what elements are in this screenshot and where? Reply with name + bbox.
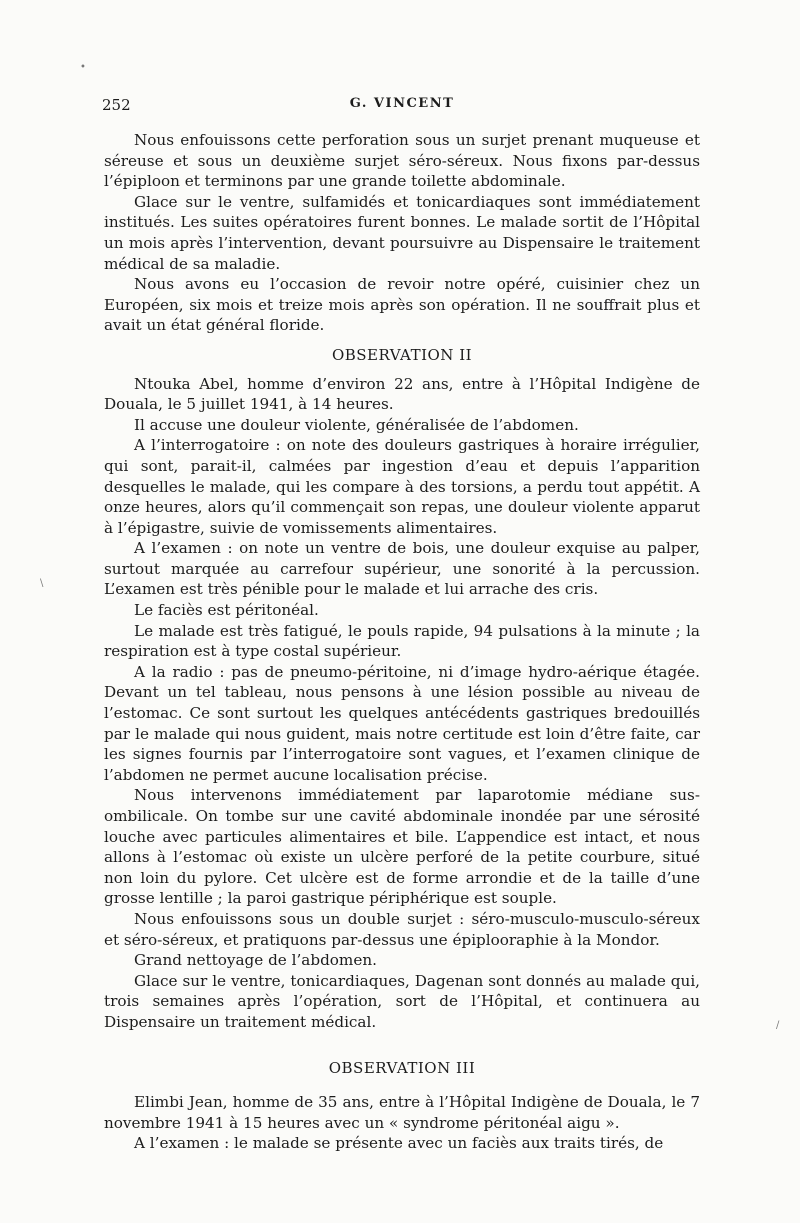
paragraph: Glace sur le ventre, sulfamidés et tonicardiaques sont immédiatement institués. Les suites opératoires furent bonnes. Le malade sortit de l’Hôpital un mois après l’intervention, devant poursuivre au Dispensaire le traitement médical de sa maladie. [104, 192, 700, 273]
page-body [104, 130, 700, 1154]
section-heading-observation-3: OBSERVATION III [328, 1058, 476, 1077]
paragraph: Nous avons eu l’occasion de revoir notre opéré, cuisinier chez un Européen, six mois et treize mois après son opération. Il ne souffrait plus et avait un état général floride. [104, 275, 700, 335]
paragraph: A l’examen : le malade se présente avec un faciès aux traits tirés, de [134, 1134, 664, 1153]
paragraph: Nous enfouissons sous un double surjet : séro-musculo-musculo-séreux et séro-séreux, et pratiquons par-dessus une épiplooraphie à la Mondor. [104, 909, 700, 949]
paragraph: Grand nettoyage de l’abdomen. [134, 951, 377, 970]
paragraph: A l’examen : on note un ventre de bois, une douleur exquise au palper, surtout marquée au carrefour supérieur, une sonorité à la percussion. L’examen est très pénible pour le malade et lui arrache des cris. [104, 539, 700, 599]
section-heading-observation-2: OBSERVATION II [331, 345, 473, 364]
page-number: 252 [102, 96, 131, 114]
paragraph: Ntouka Abel, homme d’environ 22 ans, entre à l’Hôpital Indigène de Douala, le 5 juillet 1941, à 14 heures. [104, 374, 700, 414]
scan-speck: \ [40, 578, 44, 589]
paragraph: Glace sur le ventre, tonicardiaques, Dagenan sont donnés au malade qui, trois semaines après l’opération, sort de l’Hôpital, et continuera au Dispensaire un traitement médical. [104, 971, 700, 1031]
paragraph: A l’interrogatoire : on note des douleurs gastriques à horaire irrégulier, qui sont, parait-il, calmées par ingestion d’eau et depuis l’apparition desquelles le malade, qui les compare à des torsions, a perdu tout appétit. A onze heures, alors qu’il commençait son repas, une douleur violente apparut à l’épigastre, suivie de vomissements alimentaires. [104, 436, 700, 537]
scan-speck: / [776, 1020, 780, 1031]
running-title: G. VINCENT [349, 96, 455, 111]
paragraph: A la radio : pas de pneumo-péritoine, ni d’image hydro-aérique étagée. Devant un tel tableau, nous pensons à une lésion possible au niveau de l’estomac. Ce sont surtout les quelques antécédents gastriques bredouillés par le malade qui nous guident, mais notre certitude est loin d’être faite, car les signes fournis par l’interrogatoire sont vagues, et l’examen clinique de l’abdomen ne permet aucune localisation précise. [104, 662, 700, 784]
paragraph: Nous enfouissons cette perforation sous un surjet prenant muqueuse et séreuse et sous un deuxième surjet séro-séreux. Nous fixons par-dessus l’épiploon et terminons par une grande toilette abdominale. [104, 131, 700, 191]
paragraph: Il accuse une douleur violente, généralisée de l’abdomen. [134, 415, 579, 434]
paragraph: Elimbi Jean, homme de 35 ans, entre à l’Hôpital Indigène de Douala, le 7 novembre 1941 à 15 heures avec un « syndrome péritonéal aigu ». [104, 1093, 700, 1132]
paragraph: Le faciès est péritonéal. [134, 601, 319, 620]
paragraph: Le malade est très fatigué, le pouls rapide, 94 pulsations à la minute ; la respiration est à type costal supérieur. [104, 621, 700, 661]
page-header [102, 96, 702, 116]
paragraph: Nous intervenons immédiatement par laparotomie médiane sus-ombilicale. On tombe sur une cavité abdominale inondée par une sérosité louche avec particules alimentaires et bile. L’appendice est intact, et nous allons à l’estomac où existe un ulcère perforé de la petite courbure, situé non loin du pylore. Cet ulcère est de forme arrondie et de la taille d’une grosse lentille ; la paroi gastrique périphérique est souple. [104, 786, 700, 908]
scan-speck: • [80, 62, 86, 73]
